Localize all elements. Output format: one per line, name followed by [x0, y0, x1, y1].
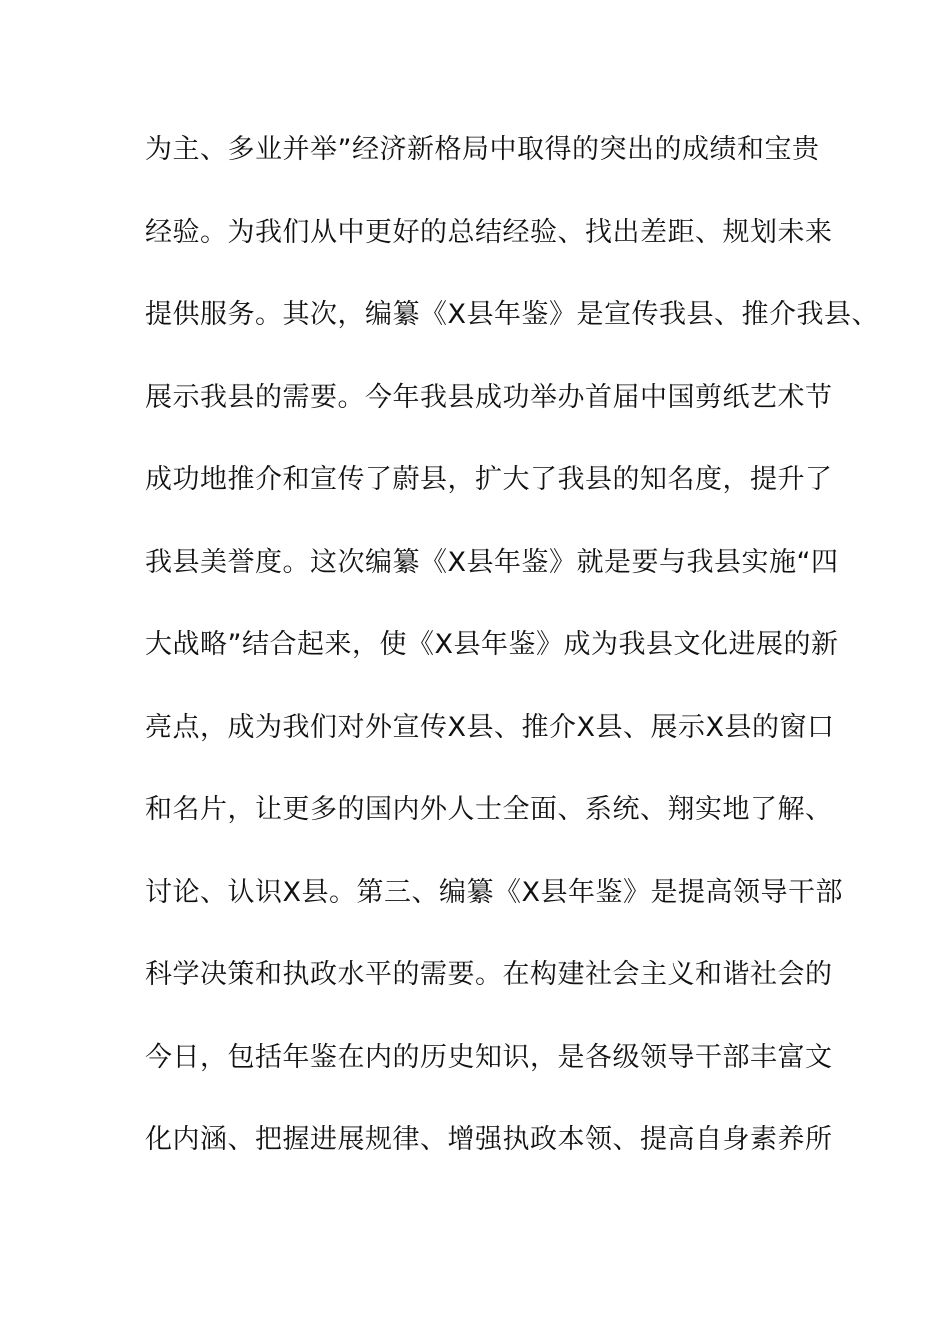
body-text	[145, 122, 879, 1195]
text-line-4: 展示我县的需要。今年我县成功举办首届中国剪纸艺术节	[145, 381, 833, 413]
text-line-9: 和名片，让更多的国内外人士全面、系统、翔实地了解、	[145, 794, 833, 825]
text-line-8: 亮点，成为我们对外宣传X县、推介X县、展示X县的窗口	[145, 711, 835, 743]
text-line-13: 化内涵、把握进展规律、增强执政本领、提高自身素养所	[145, 1124, 833, 1155]
text-line-3: 提供服务。其次，编纂《X县年鉴》是宣传我县、推介我县、	[145, 299, 879, 330]
text-line-2: 经验。为我们从中更好的总结经验、找出差距、规划未来	[145, 216, 833, 248]
text-line-5: 成功地推介和宣传了蔚县，扩大了我县的知名度，提升了	[145, 464, 833, 495]
text-line-6: 我县美誉度。这次编纂《X县年鉴》就是要与我县实施“四	[145, 546, 839, 578]
text-line-12: 今日，包括年鉴在内的历史知识，是各级领导干部丰富文	[145, 1041, 833, 1073]
text-line-11: 科学决策和执政水平的需要。在构建社会主义和谐社会的	[145, 959, 833, 990]
text-line-7: 大战略”结合起来，使《X县年鉴》成为我县文化进展的新	[145, 629, 839, 660]
text-line-10: 讨论、认识X县。第三、编纂《X县年鉴》是提高领导干部	[145, 876, 843, 908]
text-line-1: 为主、多业并举”经济新格局中取得的突出的成绩和宝贵	[145, 134, 820, 165]
